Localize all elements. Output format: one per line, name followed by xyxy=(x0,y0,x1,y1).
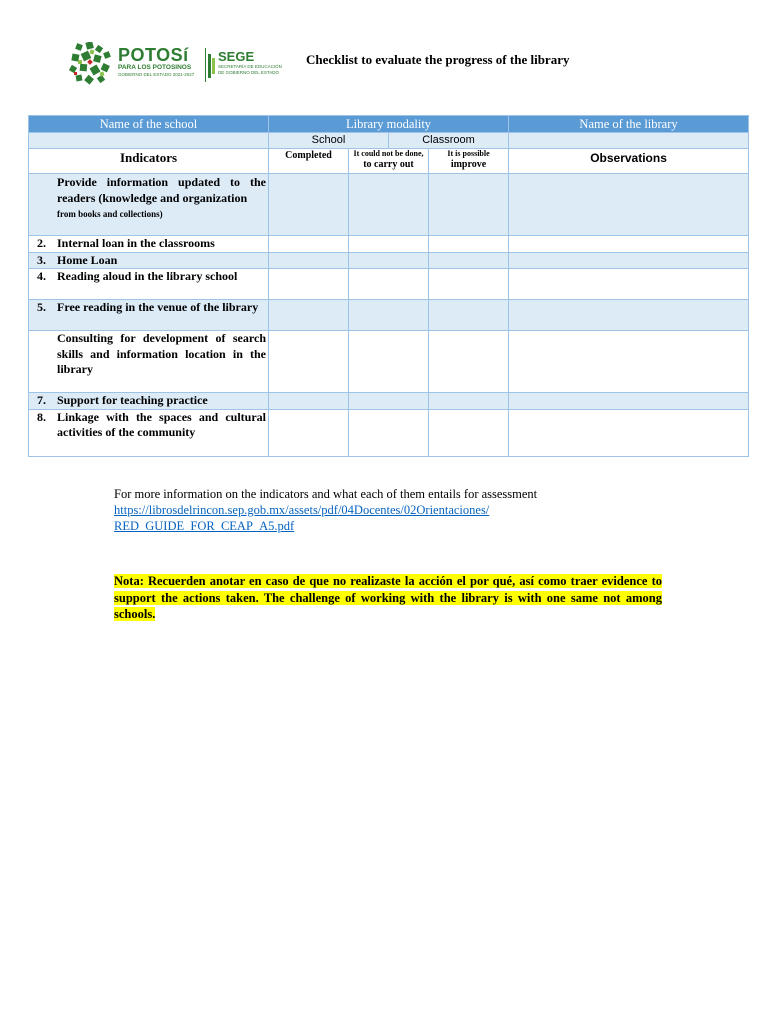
table-row xyxy=(29,409,749,456)
not-done-cell[interactable] xyxy=(349,236,429,253)
table-row xyxy=(29,393,749,410)
possible-header xyxy=(429,149,509,174)
completed-header xyxy=(269,149,349,174)
indicator-text: Reading aloud in the library school xyxy=(57,269,238,283)
indicator-number: 2. xyxy=(37,236,46,250)
indicator-text: Internal loan in the classrooms xyxy=(57,236,215,250)
school-name-header: Name of the school xyxy=(29,116,269,133)
modality-classroom-option[interactable]: Classroom xyxy=(389,133,509,149)
indicator-cell xyxy=(29,236,269,253)
completed-cell[interactable] xyxy=(269,174,349,236)
table-row xyxy=(29,252,749,269)
indicator-cell xyxy=(29,174,269,236)
observations-cell[interactable] xyxy=(509,393,749,410)
observations-cell[interactable] xyxy=(509,236,749,253)
indicator-note: from books and collections) xyxy=(57,209,163,219)
observations-cell[interactable] xyxy=(509,174,749,236)
indicator-number: 8. xyxy=(37,409,46,424)
not-done-cell[interactable] xyxy=(349,252,429,269)
table-row xyxy=(29,300,749,331)
table-row xyxy=(29,174,749,236)
indicator-text: Consulting for development of search skills and information location in the library xyxy=(57,331,266,376)
observations-cell[interactable] xyxy=(509,252,749,269)
possible-cell[interactable] xyxy=(429,236,509,253)
table-header-row xyxy=(29,116,749,133)
guide-link-line-1[interactable]: https://librosdelrincon.sep.gob.mx/assets/pdf/04Docentes/02Orientaciones/ xyxy=(114,503,490,517)
not-done-label-2: to carry out xyxy=(363,159,414,170)
indicator-text: Linkage with the spaces and cultural activities of the community xyxy=(57,409,266,439)
indicator-cell xyxy=(29,331,269,393)
indicator-number: 7. xyxy=(37,393,46,407)
indicator-cell xyxy=(29,393,269,410)
completed-cell[interactable] xyxy=(269,300,349,331)
brand-title: POTOSí xyxy=(118,45,189,65)
modality-school-option[interactable]: School xyxy=(269,133,389,149)
guide-link-line-2[interactable]: RED_GUIDE_FOR_CEAP_A5.pdf xyxy=(114,519,295,533)
logo-divider xyxy=(205,48,206,82)
sege-line-1: SECRETARÍA DE EDUCACIÓN xyxy=(218,64,282,69)
indicator-number: 5. xyxy=(37,300,46,314)
sege-title: SEGE xyxy=(218,49,255,64)
brand-tagline: GOBIERNO DEL ESTADO 2021-2027 xyxy=(118,72,195,77)
indicator-cell xyxy=(29,300,269,331)
state-logo-icon xyxy=(68,42,114,86)
possible-cell[interactable] xyxy=(429,269,509,300)
possible-cell[interactable] xyxy=(429,300,509,331)
not-done-label-1: It could not be done, xyxy=(353,149,424,158)
completed-cell[interactable] xyxy=(269,269,349,300)
library-name-header: Name of the library xyxy=(509,116,749,133)
indicator-number: 3. xyxy=(37,252,46,267)
completed-label: Completed xyxy=(285,150,332,161)
note-block xyxy=(114,573,662,623)
table-row xyxy=(29,331,749,393)
possible-cell[interactable] xyxy=(429,252,509,269)
sege-mark-icon xyxy=(208,54,216,78)
indicators-label: Indicators xyxy=(119,150,178,165)
completed-cell[interactable] xyxy=(269,331,349,393)
more-info-text: For more information on the indicators and what each of them entails for assessment xyxy=(114,487,538,501)
completed-cell[interactable] xyxy=(269,393,349,410)
not-done-cell[interactable] xyxy=(349,269,429,300)
document-title: Checklist to evaluate the progress of the library xyxy=(306,52,570,67)
possible-cell[interactable] xyxy=(429,393,509,410)
possible-cell[interactable] xyxy=(429,331,509,393)
completed-cell[interactable] xyxy=(269,409,349,456)
brand-subtitle: PARA LOS POTOSINOS xyxy=(118,64,192,71)
table-row xyxy=(29,236,749,253)
brand-block xyxy=(118,46,194,78)
possible-cell[interactable] xyxy=(429,174,509,236)
more-info-block xyxy=(114,486,614,534)
library-modality-header: Library modality xyxy=(269,116,509,133)
indicator-cell xyxy=(29,409,269,456)
modality-options-row xyxy=(29,133,749,149)
indicator-text: Provide information updated to the readers (knowledge and organization xyxy=(57,175,266,205)
indicator-text: Home Loan xyxy=(57,252,118,267)
not-done-cell[interactable] xyxy=(349,331,429,393)
checklist-table xyxy=(28,115,749,457)
completed-cell[interactable] xyxy=(269,252,349,269)
not-done-cell[interactable] xyxy=(349,409,429,456)
observations-cell[interactable] xyxy=(509,269,749,300)
indicator-cell xyxy=(29,269,269,300)
indicator-cell xyxy=(29,252,269,269)
sege-line-2: DE GOBIERNO DEL ESTADO xyxy=(218,70,280,75)
possible-label-2: improve xyxy=(450,159,487,170)
highlighted-note: Nota: Recuerden anotar en caso de que no realizaste la acción el por qué, así como traer evidence to support the actions taken. The challenge of working with the library is with one same not among schools. xyxy=(114,574,662,621)
table-row xyxy=(29,269,749,300)
indicator-text: Free reading in the venue of the library xyxy=(57,300,259,314)
observations-cell[interactable] xyxy=(509,331,749,393)
not-done-cell[interactable] xyxy=(349,300,429,331)
not-done-cell[interactable] xyxy=(349,174,429,236)
not-done-header xyxy=(349,149,429,174)
observations-cell[interactable] xyxy=(509,300,749,331)
sege-block xyxy=(218,50,282,76)
not-done-cell[interactable] xyxy=(349,393,429,410)
observations-header xyxy=(509,149,749,174)
indicator-number: 4. xyxy=(37,269,46,283)
column-header-row xyxy=(29,149,749,174)
observations-label: Observations xyxy=(590,151,667,165)
indicators-header xyxy=(29,149,269,174)
library-name-field[interactable] xyxy=(509,133,749,149)
possible-cell[interactable] xyxy=(429,409,509,456)
completed-cell[interactable] xyxy=(269,236,349,253)
school-name-field[interactable] xyxy=(29,133,269,149)
possible-label-1: It is possible xyxy=(447,149,490,158)
indicator-text: Support for teaching practice xyxy=(57,393,208,407)
observations-cell[interactable] xyxy=(509,409,749,456)
